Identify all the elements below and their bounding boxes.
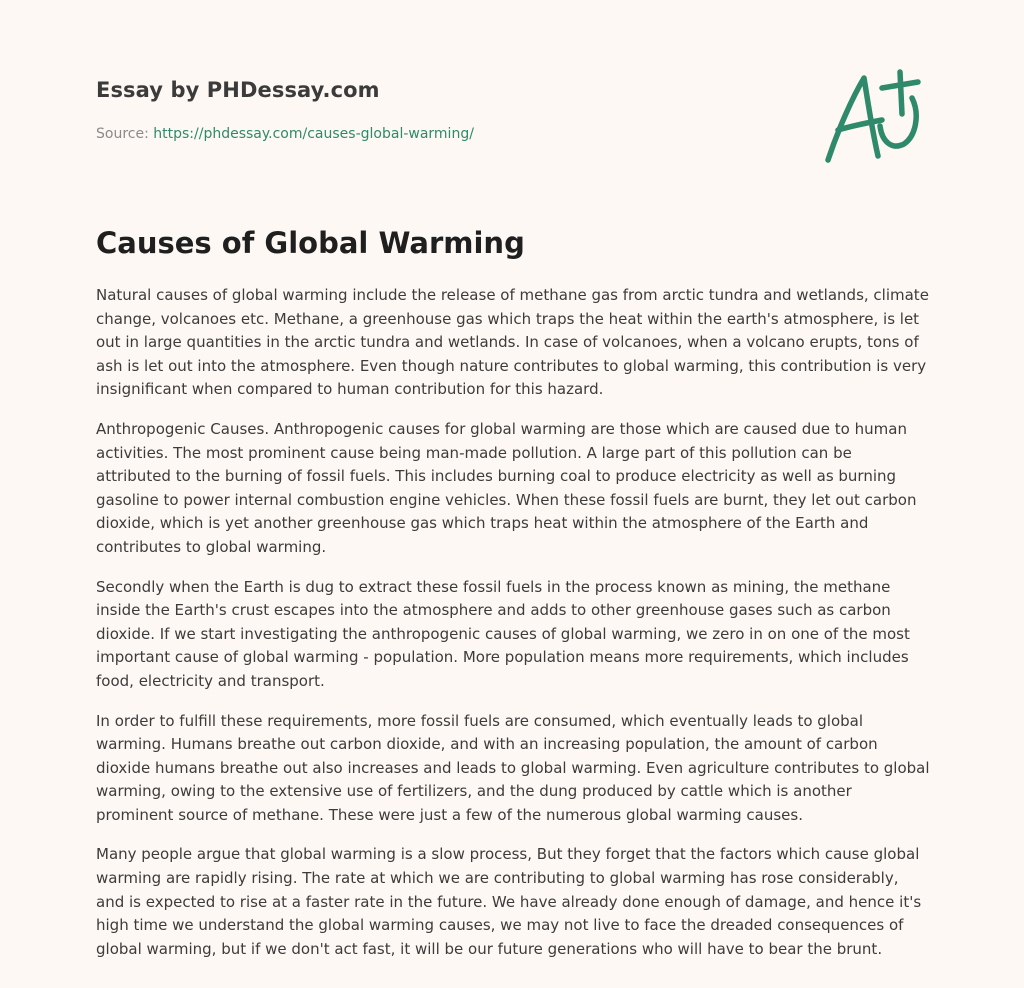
header	[96, 78, 796, 142]
essay-title: Causes of Global Warming	[96, 226, 525, 260]
paragraph: In order to fulfill these requirements, more fossil fuels are consumed, which eventually leads to global warming. Humans breathe out carbon dioxide, and with an increasing population, the amount of carbon dioxide humans breathe out also increases and leads to global warming. Even agriculture contributes to global warming, owing to the extensive use of fertilizers, and the dung produced by cattle which is another prominent source of methane. These were just a few of the numerous global warming causes.	[96, 711, 930, 824]
essay-body	[96, 284, 930, 977]
a-plus-grade-icon	[822, 68, 932, 168]
source-label: Source:	[96, 126, 149, 142]
paragraph: Anthropogenic Causes. Anthropogenic causes for global warming are those which are caused due to human activities. The most prominent cause being man-made pollution. A large part of this pollution can be attributed to the burning of fossil fuels. This includes burning coal to produce electricity as well as burning gasoline to power internal combustion engine vehicles. When these fossil fuels are burnt, they let out carbon dioxide, which is yet another greenhouse gas which traps heat within the atmosphere of the Earth and contributes to global warming.	[96, 419, 917, 556]
source-line	[96, 126, 796, 142]
paragraph: Secondly when the Earth is dug to extract these fossil fuels in the process known as mining, the methane inside the Earth's crust escapes into the atmosphere and adds to other greenhouse gases such as carbon dioxide. If we start investigating the anthropogenic causes of global warming, we zero in on one of the most important cause of global warming - population. More population means more requirements, which includes food, electricity and transport.	[96, 577, 910, 690]
source-link[interactable]: https://phdessay.com/causes-global-warming/	[153, 126, 474, 142]
site-title: Essay by PHDessay.com	[96, 78, 380, 102]
paragraph: Many people argue that global warming is a slow process, But they forget that the factors which cause global warming are rapidly rising. The rate at which we are contributing to global warming has rose considerably, and is expected to rise at a faster rate in the future. We have already done enough of damage, and hence it's high time we understand the global warming causes, we may not live to face the dreaded consequences of global warming, but if we don't act fast, it will be our future generations who will have to bear the brunt.	[96, 845, 922, 958]
paragraph: Natural causes of global warming include the release of methane gas from arctic tundra and wetlands, climate change, volcanoes etc. Methane, a greenhouse gas which traps the heat within the earth's atmosphere, is let out in large quantities in the arctic tundra and wetlands. In case of volcanoes, when a volcano erupts, tons of ash is let out into the atmosphere. Even though nature contributes to global warming, this contribution is very insignificant when compared to human contribution for this hazard.	[96, 286, 929, 399]
